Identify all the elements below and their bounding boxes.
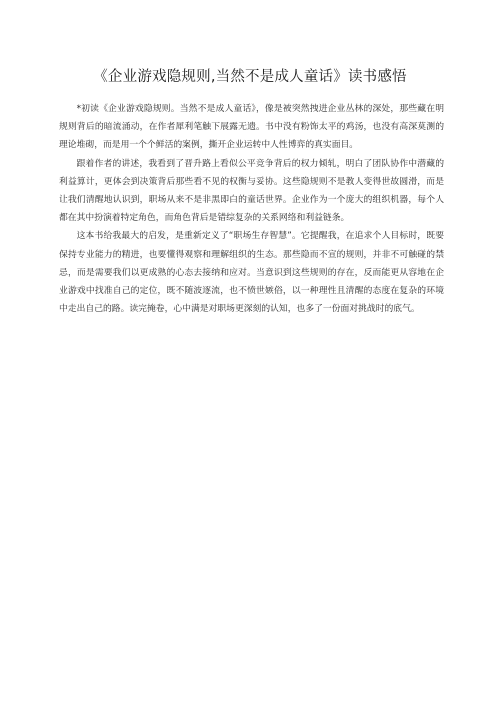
- paragraph-1: *初读《企业游戏隐规则。当然不是成人童话》，像是被突然拽进企业丛林的深处，那些藏在明规则背后的暗流涌动，在作者犀利笔触下展露无遗。书中没有粉饰太平的鸡汤，也没有高深莫测的理论堆砌，而是用一个个鲜活的案例，撕开企业运转中人性博弈的真实面目。: [59, 104, 444, 151]
- paragraph-2: 跟着作者的讲述，我看到了晋升路上看似公平竞争背后的权力倾轧，明白了团队协作中潜藏的利益算计，更体会到决策背后那些看不见的权衡与妥协。这些隐规则不是教人变得世故圆滑，而是让我们清醒地认识到，职场从来不是非黑即白的童话世界。企业作为一个庞大的组织机器，每个人都在其中扮演着特定角色，而角色背后是错综复杂的关系网络和利益链条。: [59, 158, 444, 224]
- document-body: [59, 100, 444, 318]
- document-title: 《企业游戏隐规则,当然不是成人童话》读书感悟: [93, 69, 407, 85]
- paragraph-3: 这本书给我最大的启发，是重新定义了“职场生存智慧”。它提醒我，在追求个人目标时，既要保持专业能力的精进，也要懂得观察和理解组织的生态。那些隐而不宣的规则，并非不可触碰的禁忌，而是需要我们以更成熟的心态去接纳和应对。当意识到这些规则的存在，反而能更从容地在企业游戏中找准自己的定位，既不随波逐流，也不愤世嫉俗，以一种理性且清醒的态度在复杂的环境中走出自己的路。读完掩卷，心中满是对职场更深刻的认知，也多了一份面对挑战时的底气。: [59, 231, 444, 315]
